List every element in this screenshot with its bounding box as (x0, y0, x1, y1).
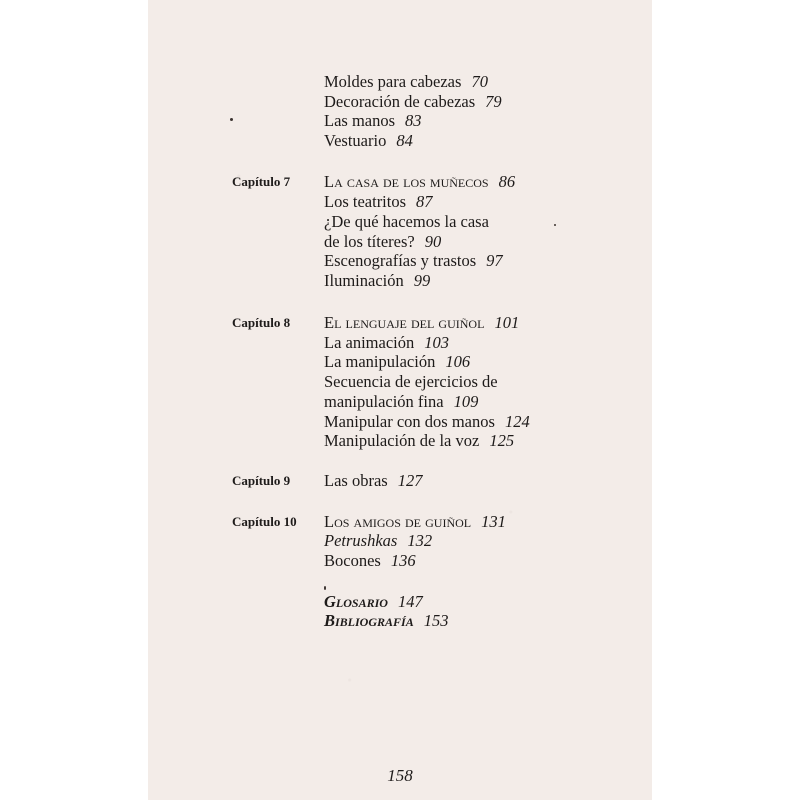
toc-entry (324, 551, 416, 571)
entry-page: 83 (405, 111, 422, 130)
entry-page: 106 (445, 352, 471, 371)
toc-entry (324, 172, 515, 192)
book-page (148, 0, 652, 800)
entry-page: 99 (413, 271, 431, 290)
entry-page: 153 (423, 611, 449, 630)
toc-entry (324, 313, 519, 333)
entry-title: Escenografías y trastos (324, 251, 477, 270)
toc-entry (324, 271, 430, 291)
toc-entry (324, 92, 502, 112)
paper-speck (554, 224, 556, 226)
entry-page: 103 (424, 333, 450, 352)
entry-page: 136 (390, 551, 416, 570)
chapter-title: Los amigos de guiñol (324, 512, 472, 531)
bibliografia-title: Bibliografía (324, 611, 414, 630)
entry-title: manipulación fina (324, 392, 444, 411)
entry-title: Secuencia de ejercicios de (324, 372, 498, 391)
toc-entry (324, 471, 422, 491)
entry-title: Manipulación de la voz (324, 431, 480, 450)
toc-entry (324, 412, 530, 432)
entry-page: 84 (396, 131, 413, 150)
entry-page: 132 (407, 531, 433, 550)
toc-entry (324, 192, 433, 212)
entry-title: La manipulación (324, 352, 436, 371)
chapter-title: El lenguaje del guiñol (324, 313, 485, 332)
entry-page: 127 (397, 471, 423, 490)
paper-speck (230, 118, 233, 121)
toc-entry (324, 372, 498, 392)
entry-title: Las obras (324, 471, 388, 490)
toc-entry (324, 251, 503, 271)
toc-entry (324, 392, 478, 412)
entry-page: 131 (481, 512, 506, 531)
entry-page: 87 (416, 192, 433, 211)
toc-entry (324, 531, 432, 551)
paper-speck (324, 586, 326, 590)
entry-page: 97 (486, 251, 503, 270)
chapter-label: Capítulo 8 (232, 315, 291, 330)
chapter-label: Capítulo 10 (232, 514, 297, 529)
entry-title: Manipular con dos manos (324, 412, 495, 431)
entry-title: Las manos (324, 111, 396, 130)
entry-page: 124 (504, 412, 530, 431)
chapter-label: Capítulo 9 (232, 473, 291, 488)
entry-page: 86 (498, 172, 516, 191)
chapter-label: Capítulo 7 (232, 174, 291, 189)
chapter-title: La casa de los muñecos (324, 172, 489, 191)
entry-page: 79 (485, 92, 502, 111)
entry-page: 90 (424, 232, 442, 251)
entry-page: 101 (494, 313, 520, 332)
toc-entry (324, 592, 423, 612)
entry-title: Vestuario (324, 131, 387, 150)
entry-page: 125 (489, 431, 515, 450)
page-number: 158 (387, 766, 413, 785)
entry-title: de los títeres? (324, 232, 415, 251)
entry-page: 147 (397, 592, 423, 611)
toc-entry (324, 232, 441, 252)
entry-title: Bocones (324, 551, 381, 570)
toc-entry (324, 611, 448, 631)
entry-title: Petrushkas (324, 531, 398, 550)
toc-entry (324, 333, 449, 353)
toc-entry (324, 352, 470, 372)
entry-title: Los teatritos (324, 192, 407, 211)
toc-entry (324, 131, 413, 151)
entry-title: Moldes para cabezas (324, 72, 462, 91)
toc-entry (324, 212, 489, 232)
toc-entry (324, 431, 514, 451)
entry-title: La animación (324, 333, 415, 352)
toc-entry (324, 111, 422, 131)
toc-entry (324, 72, 488, 92)
entry-title: ¿De qué hacemos la casa (324, 212, 489, 231)
entry-title: Decoración de cabezas (324, 92, 476, 111)
glosario-title: Glosario (324, 592, 388, 611)
entry-page: 70 (471, 72, 488, 91)
entry-title: Iluminación (324, 271, 404, 290)
entry-page: 109 (453, 392, 479, 411)
toc-entry (324, 512, 506, 532)
